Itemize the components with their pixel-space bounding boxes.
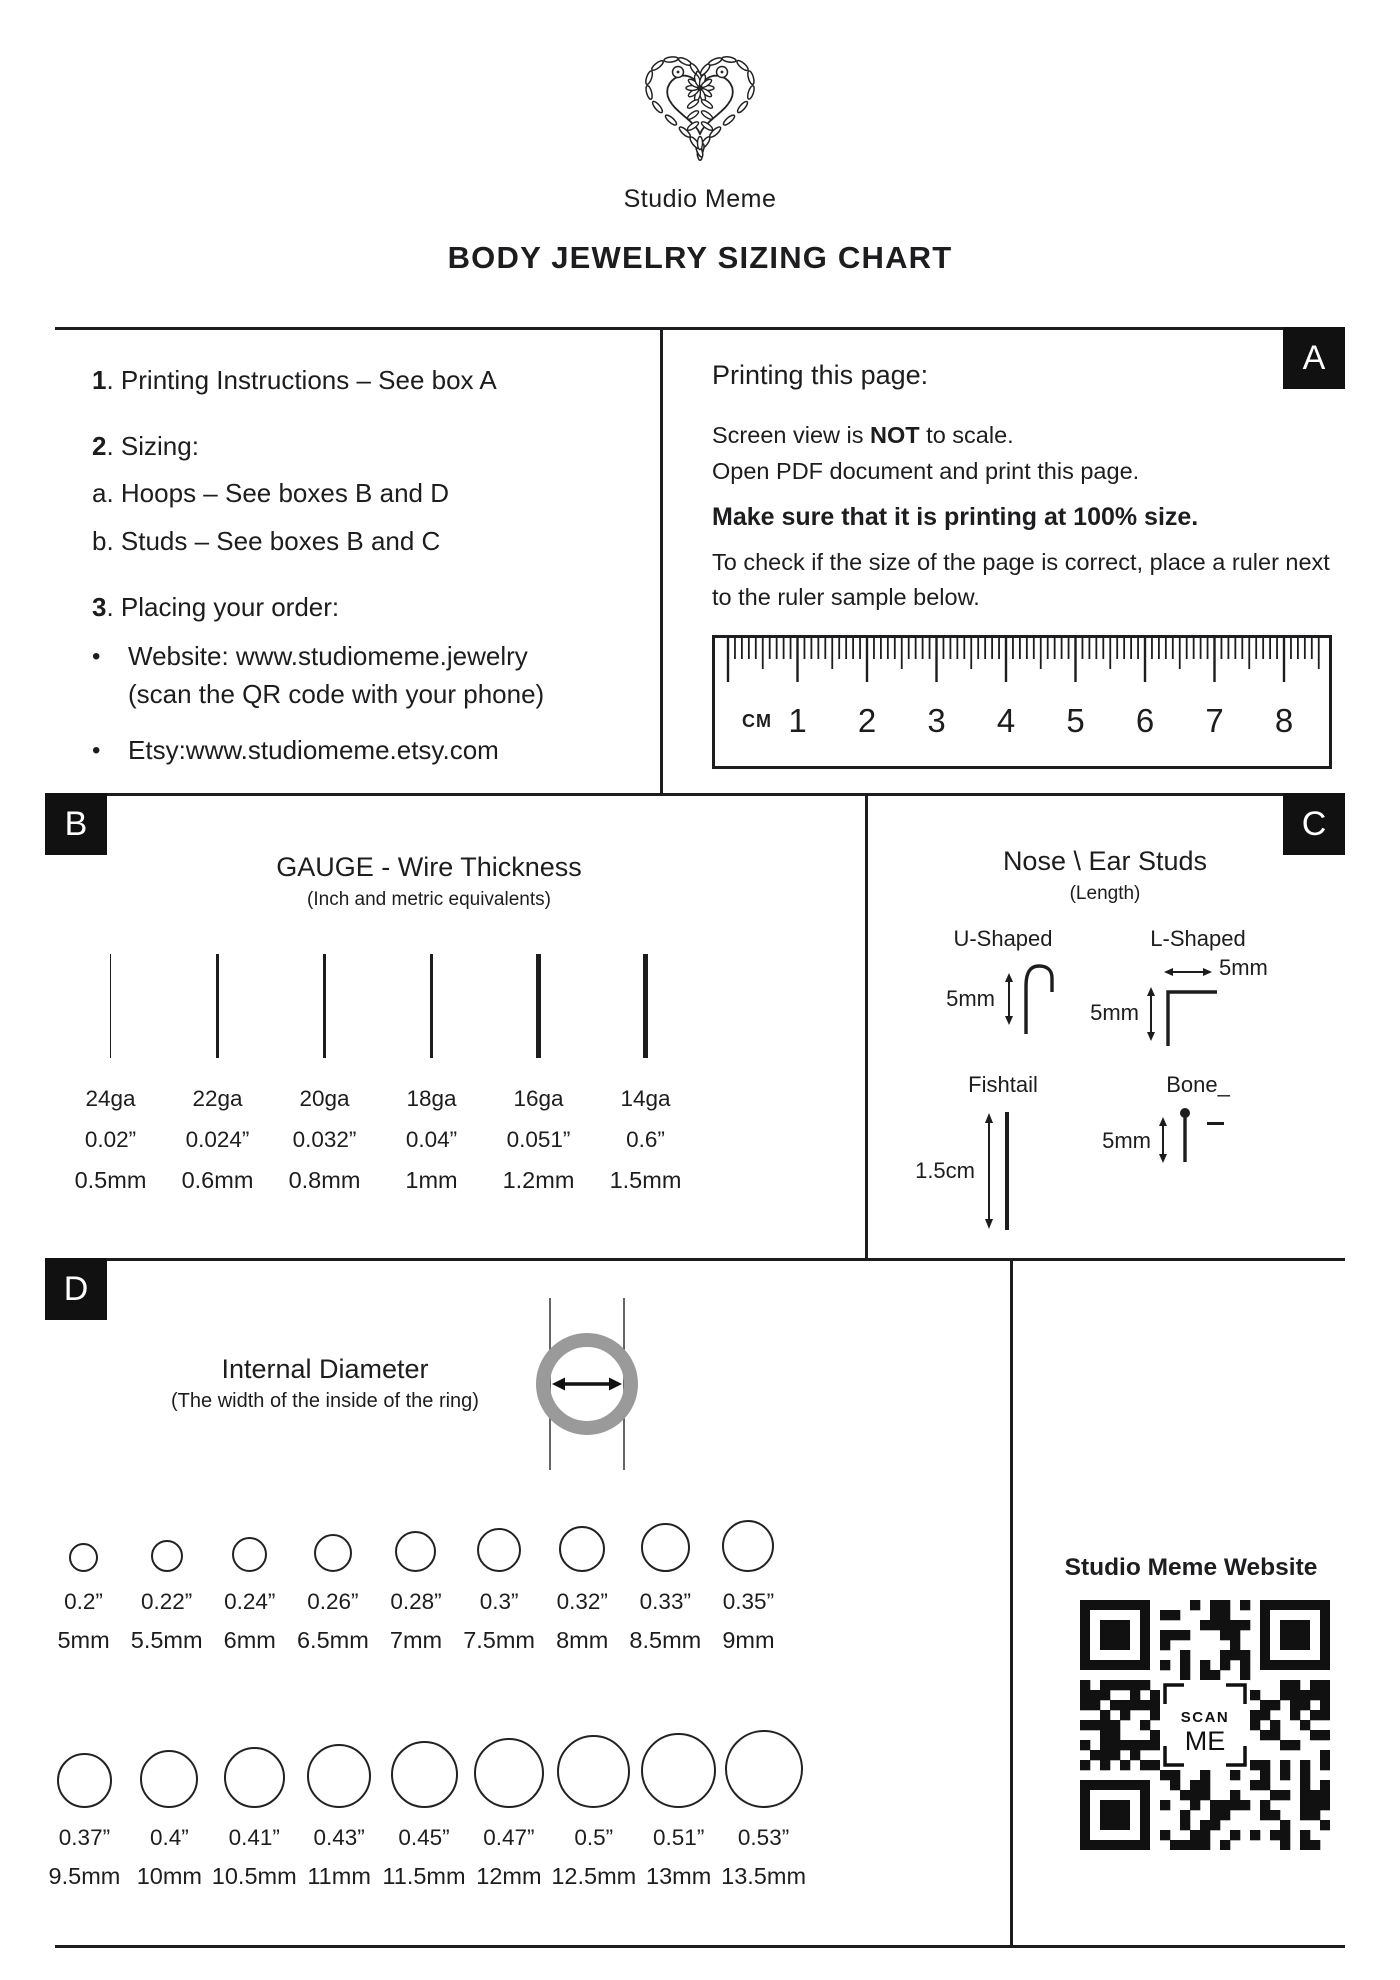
stud-type-label: U-Shaped <box>953 926 1053 951</box>
box-d-subtitle: (The width of the inside of the ring) <box>171 1390 479 1412</box>
hoop-circle-box <box>151 1498 183 1572</box>
box-d-title: Internal Diameter <box>221 1354 429 1384</box>
hoop-inch-label: 0.37” <box>58 1825 111 1850</box>
box-c-tab: C <box>1283 793 1345 855</box>
hoop-metric-label: 12.5mm <box>551 1863 637 1889</box>
hoop-size-item <box>721 1700 806 1890</box>
hoop-circle-icon <box>224 1747 285 1808</box>
hoop-metric-label: 9mm <box>722 1627 775 1653</box>
ruler-number: 3 <box>927 702 946 740</box>
vertical-double-arrow-icon <box>1003 972 1015 1026</box>
gauge-column <box>592 954 699 1194</box>
gauge-wire-line-icon <box>536 954 540 1058</box>
box-a-text: Screen view is <box>712 422 871 448</box>
hoop-circle-box <box>395 1498 436 1572</box>
ruler-number: 7 <box>1205 702 1224 740</box>
fishtail-stud-diagram <box>903 1072 1103 1258</box>
hoop-size-item <box>291 1498 374 1654</box>
instruction-number: 3 <box>92 591 107 622</box>
gauge-gauge-label: 20ga <box>299 1086 350 1111</box>
hoop-size-item <box>624 1498 707 1654</box>
gauge-column <box>485 954 592 1194</box>
instruction-item <box>92 589 672 627</box>
hoop-circle-icon <box>57 1753 112 1808</box>
l-shaped-wire-icon <box>1163 982 1221 1048</box>
box-a-text: to scale. <box>919 422 1014 448</box>
ruler-number: 5 <box>1066 702 1085 740</box>
hoop-inch-label: 0.35” <box>722 1589 775 1614</box>
stud-type-label: Fishtail <box>968 1072 1038 1097</box>
qr-me-label: ME <box>1184 1726 1226 1756</box>
hoop-size-item <box>297 1700 382 1890</box>
hoop-circle-box <box>69 1498 98 1572</box>
gauge-metric-label: 1.5mm <box>609 1167 682 1193</box>
l-shaped-stud-diagram <box>1083 926 1313 1066</box>
hoop-circle-box <box>477 1498 521 1572</box>
bone-stud-wire-icon <box>1175 1106 1195 1166</box>
gauge-metric-label: 1mm <box>405 1167 458 1193</box>
box-c-title: Nose \ Ear Studs <box>1002 846 1208 876</box>
gauge-inch-label: 0.04” <box>405 1127 458 1152</box>
gauge-metric-label: 0.5mm <box>74 1167 147 1193</box>
internal-diameter-diagram <box>512 1294 662 1474</box>
gauge-wire-line-icon <box>323 954 326 1058</box>
hoop-sizes-row-2 <box>42 1700 806 1890</box>
stud-length-label: 5mm <box>946 986 995 1011</box>
hoop-size-item <box>382 1700 467 1890</box>
hoop-circle-icon <box>69 1543 98 1572</box>
hoop-inch-label: 0.4” <box>149 1825 189 1850</box>
gauge-column <box>57 954 164 1194</box>
hoop-circle-icon <box>559 1526 605 1572</box>
instruction-item <box>92 362 672 400</box>
hoop-metric-label: 8mm <box>556 1627 609 1653</box>
hoop-circle-icon <box>722 1520 774 1572</box>
fishtail-wire-icon <box>1005 1112 1009 1230</box>
box-a-emphasis-line: Make sure that it is printing at 100% size. <box>712 502 1199 531</box>
box-d-tab: D <box>45 1258 107 1320</box>
gauge-gauge-label: 18ga <box>406 1086 457 1111</box>
hoop-inch-label: 0.47” <box>483 1825 535 1850</box>
hoop-circle-box <box>559 1498 605 1572</box>
hoop-metric-label: 13mm <box>646 1863 712 1889</box>
box-a-printing-instructions <box>712 360 1340 769</box>
ruler-sample <box>712 635 1332 769</box>
instruction-subitem: a. Hoops – See boxes B and D <box>92 478 450 509</box>
hoop-inch-label: 0.45” <box>398 1825 450 1850</box>
hoop-sizes-row-1 <box>42 1498 790 1654</box>
hoop-circle-icon <box>395 1531 436 1572</box>
hoop-circle-box <box>140 1700 198 1808</box>
hoop-size-item <box>551 1700 636 1890</box>
ruler-number: 8 <box>1274 702 1294 740</box>
gauge-wire-line-icon <box>430 954 433 1058</box>
gauge-metric-label: 1.2mm <box>502 1167 575 1193</box>
etsy-bullet <box>92 732 672 770</box>
studio-meme-logo-icon <box>625 44 775 179</box>
hoop-circle-icon <box>151 1540 183 1572</box>
hoop-metric-label: 7.5mm <box>463 1627 536 1653</box>
horizontal-double-arrow-icon <box>1163 966 1213 978</box>
hoop-size-item <box>42 1498 125 1654</box>
hoop-circle-box <box>307 1700 371 1808</box>
hoop-metric-label: 6.5mm <box>296 1627 369 1653</box>
hoop-metric-label: 8.5mm <box>629 1627 702 1653</box>
brand-name: Studio Meme <box>623 185 777 213</box>
hoop-circle-box <box>57 1700 112 1808</box>
hoop-size-item <box>458 1498 541 1654</box>
ruler-number: 1 <box>788 702 807 740</box>
instruction-number: 1 <box>92 365 107 395</box>
section-divider-line <box>55 327 1345 330</box>
box-a-text-bold: NOT <box>870 422 920 448</box>
box-a-title: Printing this page: <box>712 360 929 390</box>
vertical-double-arrow-icon <box>1145 986 1157 1042</box>
ruler-number: 2 <box>857 702 877 740</box>
document-header <box>0 44 1400 276</box>
ruler-number: 6 <box>1135 702 1155 740</box>
hoop-size-item <box>208 1498 291 1654</box>
box-b-tab: B <box>45 793 107 855</box>
box-c-stud-lengths <box>865 796 1345 1258</box>
hoop-metric-label: 11mm <box>307 1863 371 1889</box>
hoop-circle-box <box>722 1498 774 1572</box>
box-a-note: To check if the size of the page is correct, place a ruler next to the ruler sample below. <box>712 548 1330 611</box>
gauge-wire-line-icon <box>643 954 648 1058</box>
hoop-circle-icon <box>641 1733 716 1808</box>
hoop-circle-icon <box>725 1730 803 1808</box>
hoop-metric-label: 10.5mm <box>211 1863 297 1889</box>
u-shaped-wire-icon <box>1019 962 1059 1038</box>
hoop-metric-label: 11.5mm <box>382 1863 466 1889</box>
stud-type-label: L-Shaped <box>1150 926 1246 951</box>
hoop-circle-icon <box>391 1741 458 1808</box>
hoop-inch-label: 0.43” <box>313 1825 365 1850</box>
hoop-circle-box <box>391 1700 458 1808</box>
gauge-inch-label: 0.02” <box>84 1127 137 1152</box>
hoop-metric-label: 6mm <box>223 1627 276 1653</box>
box-a-line <box>712 417 1340 453</box>
hoop-circle-icon <box>641 1523 690 1572</box>
u-shaped-stud-diagram <box>903 926 1103 1066</box>
box-c-subtitle: (Length) <box>1069 883 1141 904</box>
hoop-circle-icon <box>140 1750 198 1808</box>
hoop-circle-icon <box>557 1735 630 1808</box>
hoop-metric-label: 7mm <box>389 1627 443 1653</box>
hoop-inch-label: 0.3” <box>479 1589 519 1614</box>
hoop-inch-label: 0.41” <box>228 1825 280 1850</box>
bullet-icon: • <box>92 643 101 671</box>
stud-length-label: 1.5cm <box>915 1158 975 1183</box>
gauge-wire-line-icon <box>216 954 218 1058</box>
website-url: Website: www.studiomeme.jewelry <box>128 641 528 672</box>
hoop-size-item <box>636 1700 721 1890</box>
hoop-circle-box <box>557 1700 630 1808</box>
box-d-internal-diameter <box>0 1258 1400 1945</box>
vertical-double-arrow-icon <box>1157 1116 1169 1164</box>
hoop-inch-label: 0.33” <box>639 1589 691 1614</box>
gauge-gauge-label: 16ga <box>513 1086 564 1111</box>
page-title: BODY JEWELRY SIZING CHART <box>447 240 953 275</box>
gauge-wire-line-icon <box>110 954 112 1058</box>
hoop-inch-label: 0.51” <box>653 1825 705 1850</box>
instruction-text: . Sizing: <box>106 430 199 461</box>
hoop-circle-icon <box>477 1528 521 1572</box>
hoop-circle-box <box>224 1700 285 1808</box>
box-b-heading <box>55 852 803 911</box>
gauge-samples-row <box>57 954 699 1194</box>
hoop-inch-label: 0.5” <box>574 1825 614 1850</box>
hoop-size-item <box>42 1700 127 1890</box>
hoop-size-item <box>466 1700 551 1890</box>
hoop-inch-label: 0.2” <box>64 1589 103 1614</box>
gauge-metric-label: 0.6mm <box>181 1167 254 1193</box>
website-url-note: (scan the QR code with your phone) <box>128 679 545 710</box>
hoop-metric-label: 9.5mm <box>48 1863 121 1889</box>
gauge-column <box>378 954 485 1194</box>
gauge-inch-label: 0.024” <box>185 1127 250 1152</box>
vertical-double-arrow-icon <box>983 1112 995 1230</box>
dash-mark <box>1207 1122 1224 1125</box>
gauge-inch-label: 0.032” <box>292 1127 357 1152</box>
instruction-number: 2 <box>92 430 107 461</box>
hoop-circle-icon <box>307 1744 371 1808</box>
stud-type-label: Bone_ <box>1166 1072 1230 1097</box>
hoop-circle-box <box>725 1700 803 1808</box>
hoop-circle-box <box>641 1700 716 1808</box>
hoop-circle-box <box>314 1498 352 1572</box>
gauge-inch-label: 0.6” <box>626 1127 665 1152</box>
bullet-icon: • <box>92 736 101 764</box>
hoop-size-item <box>127 1700 212 1890</box>
hoop-circle-box <box>232 1498 267 1572</box>
hoop-inch-label: 0.24” <box>224 1589 276 1614</box>
section-divider-line <box>55 1945 1345 1948</box>
qr-scan-label: SCAN <box>1180 1709 1230 1726</box>
box-a-line: Open PDF document and print this page. <box>712 458 1140 485</box>
instruction-subitem: b. Studs – See boxes B and C <box>92 526 441 557</box>
box-c-heading <box>865 846 1345 905</box>
hoop-circle-icon <box>474 1738 544 1808</box>
stud-width-label: 5mm <box>1219 955 1268 980</box>
instruction-text: . Printing Instructions – See box A <box>106 365 497 395</box>
gauge-inch-label: 0.051” <box>506 1127 571 1152</box>
hoop-inch-label: 0.26” <box>307 1589 359 1614</box>
gauge-column <box>271 954 378 1194</box>
hoop-metric-label: 10mm <box>136 1863 202 1889</box>
hoop-circle-icon <box>314 1534 352 1572</box>
hoop-size-item <box>212 1700 297 1890</box>
hoop-circle-box <box>641 1498 690 1572</box>
hoop-metric-label: 12mm <box>476 1863 542 1889</box>
gauge-gauge-label: 24ga <box>85 1086 136 1111</box>
gauge-gauge-label: 22ga <box>192 1086 243 1111</box>
hoop-metric-label: 5.5mm <box>130 1627 203 1653</box>
gauge-column <box>164 954 271 1194</box>
stud-length-label: 5mm <box>1090 1000 1139 1025</box>
bone-stud-diagram <box>1083 1072 1313 1258</box>
box-d-heading <box>90 1354 560 1413</box>
qr-section-title: Studio Meme Website <box>1064 1554 1318 1581</box>
hoop-inch-label: 0.32” <box>556 1589 608 1614</box>
gauge-metric-label: 0.8mm <box>288 1167 361 1193</box>
hoop-circle-box <box>474 1700 544 1808</box>
box-b-title: GAUGE - Wire Thickness <box>276 852 582 882</box>
hoop-size-item <box>125 1498 208 1654</box>
etsy-url: Etsy:www.studiomeme.etsy.com <box>128 734 499 765</box>
hoop-circle-icon <box>232 1537 267 1572</box>
website-qr-code <box>1080 1600 1330 1850</box>
instruction-item <box>92 428 672 466</box>
stud-length-label: 5mm <box>1102 1128 1151 1153</box>
hoop-size-item <box>541 1498 624 1654</box>
hoop-size-item <box>707 1498 790 1654</box>
hoop-size-item <box>374 1498 457 1654</box>
hoop-metric-label: 5mm <box>57 1627 110 1653</box>
ordering-instructions <box>92 362 672 770</box>
hoop-metric-label: 13.5mm <box>721 1863 807 1889</box>
box-b-gauge-chart <box>55 796 865 1258</box>
ruler-unit-label: CM <box>742 711 772 732</box>
gauge-gauge-label: 14ga <box>620 1086 671 1111</box>
hoop-inch-label: 0.22” <box>141 1589 193 1614</box>
box-a-tab: A <box>1283 327 1345 389</box>
hoop-inch-label: 0.28” <box>390 1589 442 1614</box>
hoop-inch-label: 0.53” <box>737 1825 790 1850</box>
instruction-text: . Placing your order: <box>106 591 340 622</box>
website-bullet <box>92 638 672 713</box>
ruler-number: 4 <box>996 702 1016 740</box>
box-b-subtitle: (Inch and metric equivalents) <box>307 889 551 910</box>
